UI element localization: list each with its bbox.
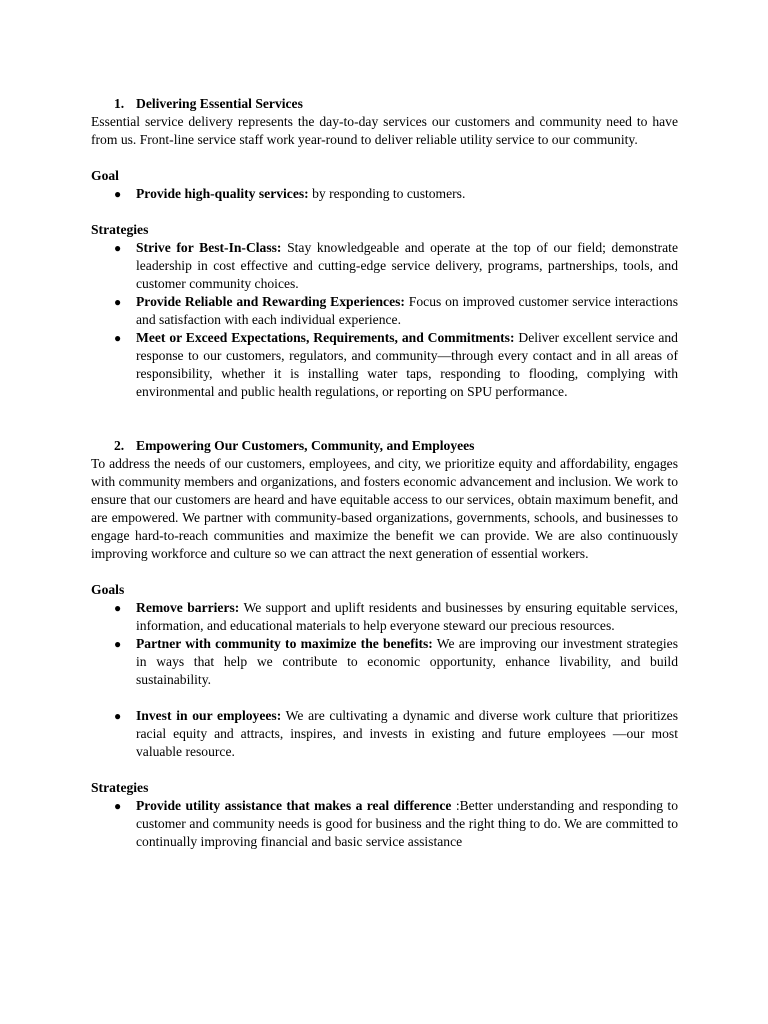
list-item: ● Partner with community to maximize the benefits: We are improving our investment strategies in ways that help we contribute to economic opportunity, enhance livability, and build sustainability. (114, 636, 678, 687)
list-item: ● Meet or Exceed Expectations, Requirements, and Commitments: Deliver excellent service and response to our customers, regulators, and community—through every contact and in all areas of responsibility, whether it is installing water taps, responding to flooding, complying with environmental and public health regulations, or reporting on SPU performance. (114, 330, 678, 399)
section-1-goal-label: Goal (91, 168, 119, 183)
bullet-icon: ● (114, 187, 122, 201)
section-2-number: 2. (114, 438, 125, 453)
bullet-icon: ● (114, 241, 122, 255)
section-2-title: Empowering Our Customers, Community, and Employees (136, 438, 475, 453)
section-1-strategy-list (91, 239, 678, 401)
section-2-goal-list (91, 599, 678, 761)
bullet-icon: ● (114, 601, 122, 615)
section-2-strategy-list (91, 797, 678, 851)
section-1-title: Delivering Essential Services (136, 96, 303, 111)
bullet-icon: ● (114, 331, 122, 345)
list-item: ● Invest in our employees: We are cultivating a dynamic and diverse work culture that prioritizes racial equity and attracts, inspires, and invests in existing and future employees —our most valuable resource. (114, 708, 678, 759)
section-1-intro: Essential service delivery represents the day-to-day services our customers and community need to have from us. Front-line service staff work year-round to deliver reliable utility service to our community. (91, 114, 678, 147)
bullet-icon: ● (114, 709, 122, 723)
bullet-icon: ● (114, 637, 122, 651)
document-content (91, 95, 678, 851)
list-item: ● Remove barriers: We support and uplift residents and businesses by ensuring equitable services, information, and educational materials to help everyone steward our precious resources. (114, 600, 678, 633)
section-2-strategies-label: Strategies (91, 780, 149, 795)
list-item: ● Provide high-quality services: by responding to customers. (114, 186, 466, 201)
list-item: ● Provide utility assistance that makes a real difference :Better understanding and responding to customer and community needs is good for business and the right thing to do. We are committed to continually improving financial and basic service assistance (114, 798, 678, 849)
section-2-intro: To address the needs of our customers, employees, and city, we prioritize equity and affordability, engages with community members and organizations, and fosters economic advancement and inclusion. We work to ensure that our customers are heard and have equitable access to our services, obtain maximum benefit, and are empowered. We partner with community-based organizations, governments, schools, and businesses to engage hard-to-reach communities and maximize the benefit we can provide. We are also continuously improving workforce and culture so we can attract the next generation of essential workers. (91, 456, 678, 561)
section-2-goals-label: Goals (91, 582, 125, 597)
bullet-icon: ● (114, 295, 122, 309)
list-item: ● Provide Reliable and Rewarding Experiences: Focus on improved customer service interactions and satisfaction with each individual experience. (114, 294, 679, 327)
section-1-number: 1. (114, 96, 125, 111)
list-item: ● Strive for Best-In-Class: Stay knowledgeable and operate at the top of our field; demonstrate leadership in cost effective and cutting-edge service delivery, programs, partnerships, tools, and customer community choices. (114, 240, 678, 291)
section-1-goal-list (91, 185, 678, 203)
section-2-heading (91, 437, 678, 455)
section-1-heading (91, 95, 678, 113)
section-1-strategies-label: Strategies (91, 222, 149, 237)
bullet-icon: ● (114, 799, 122, 813)
